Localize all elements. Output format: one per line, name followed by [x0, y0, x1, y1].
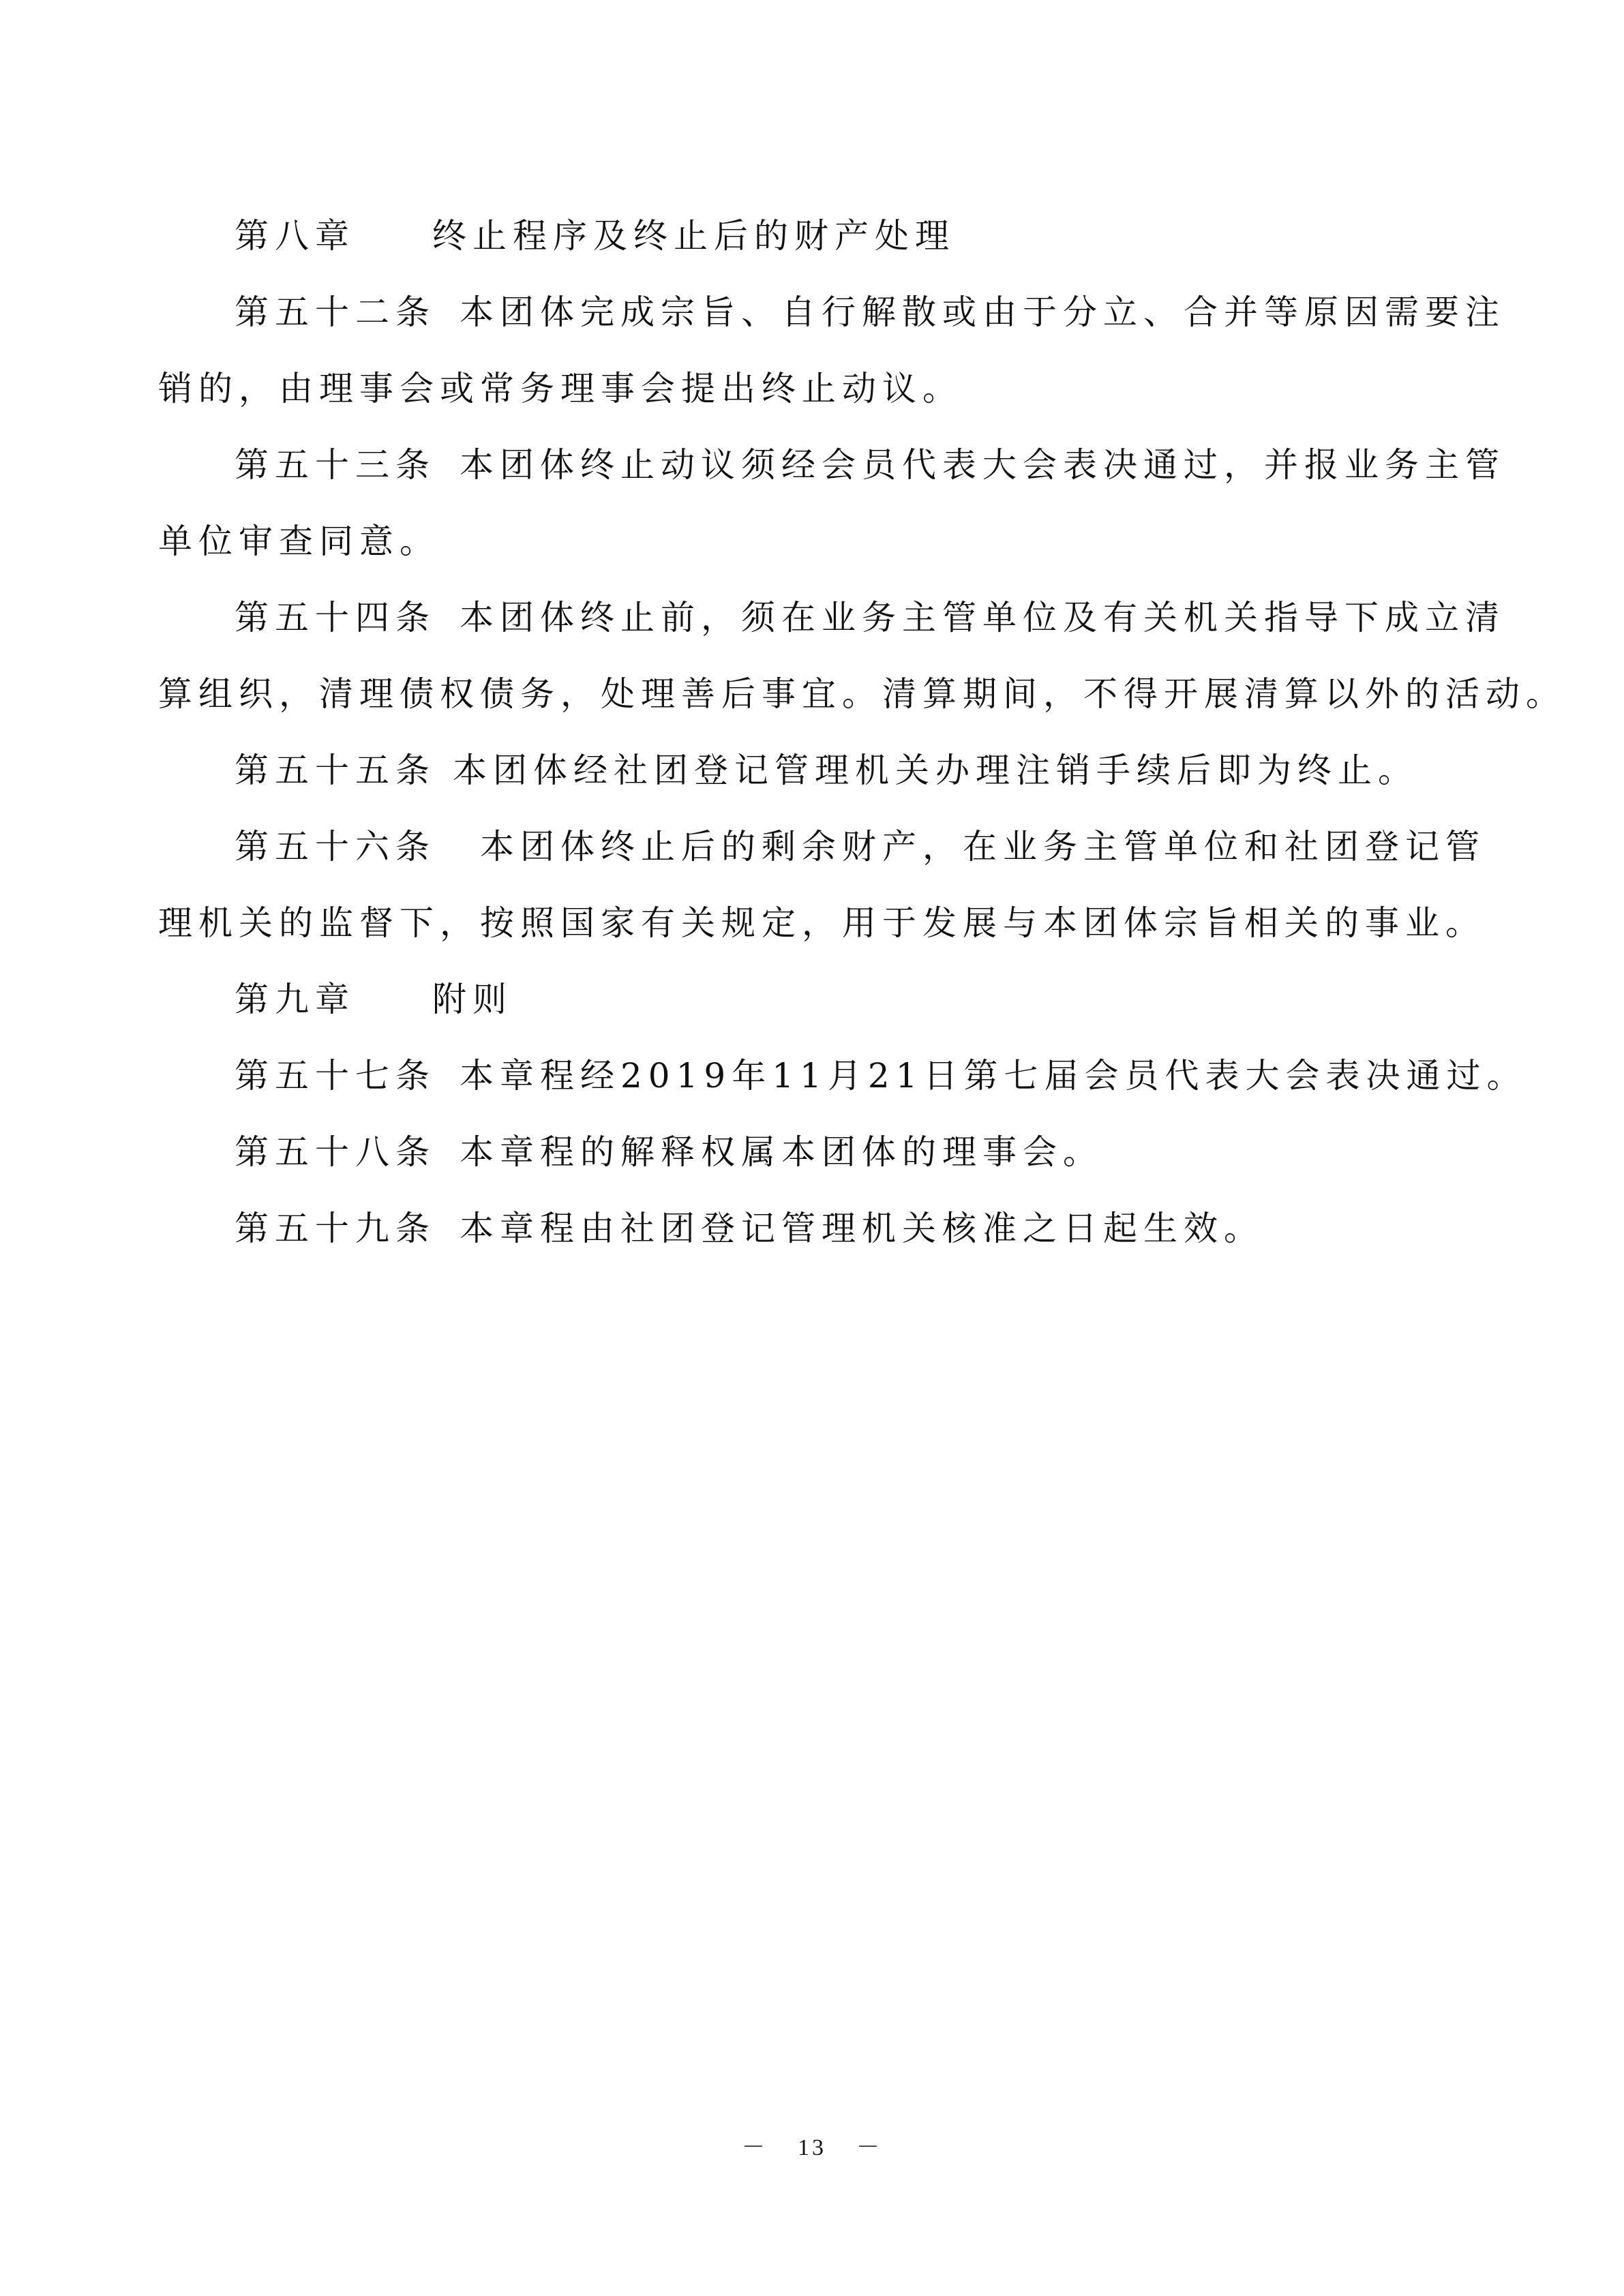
article-label: 第五十七条: [235, 1056, 436, 1096]
article-label: 第五十五条: [235, 751, 436, 790]
article-text: 本章程的解释权属本团体的理事会。: [460, 1132, 1103, 1172]
article-55-line-1: [158, 732, 1466, 809]
article-label: 第五十四条: [235, 598, 436, 637]
article-52-line-1: [158, 274, 1505, 350]
article-text: 本章程由社团登记管理机关核准之日起生效。: [460, 1209, 1264, 1248]
article-text: 本团体终止前，须在业务主管单位及有关机关指导下成立清: [460, 598, 1505, 637]
article-text: 本团体完成宗旨、自行解散或由于分立、合并等原因需要注: [460, 292, 1505, 332]
chapter-9-heading: [158, 961, 1466, 1038]
chapter-label: 第九章: [235, 980, 355, 1019]
page-number: 13: [798, 2135, 826, 2160]
article-label: 第五十九条: [235, 1209, 436, 1248]
article-label: 第五十三条: [235, 445, 436, 485]
article-57-line-1: [158, 1038, 1527, 1114]
document-body: [158, 198, 1566, 1267]
footer-dash-right: －: [856, 2135, 882, 2160]
article-58-line-1: [158, 1114, 1466, 1190]
article-54-line-2: 算组织，清理债权债务，处理善后事宜。清算期间，不得开展清算以外的活动。: [158, 674, 1566, 714]
chapter-title: 终止程序及终止后的财产处理: [432, 216, 955, 256]
article-label: 第五十八条: [235, 1132, 436, 1172]
footer-dash-left: －: [742, 2135, 768, 2160]
chapter-label: 第八章: [235, 216, 355, 256]
article-59-line-1: [158, 1190, 1466, 1267]
chapter-title: 附则: [432, 980, 513, 1019]
article-52-line-2: 销的，由理事会或常务理事会提出终止动议。: [158, 369, 963, 408]
chapter-8-heading: [158, 198, 1466, 274]
article-text: 本章程经2019年11月21日第七届会员代表大会表决通过。: [460, 1056, 1527, 1096]
article-54-line-1: [158, 579, 1505, 656]
page-footer: [0, 2128, 1624, 2162]
article-label: 第五十二条: [235, 292, 436, 332]
article-text: 本团体终止后的剩余财产，在业务主管单位和社团登记管: [480, 827, 1486, 866]
article-53-line-1: [158, 427, 1505, 503]
article-56-line-2: 理机关的监督下，按照国家有关规定，用于发展与本团体宗旨相关的事业。: [158, 903, 1486, 943]
article-label: 第五十六条: [235, 827, 436, 866]
article-text: 本团体终止动议须经会员代表大会表决通过，并报业务主管: [460, 445, 1505, 485]
article-56-line-1: [158, 809, 1486, 885]
article-53-line-2: 单位审查同意。: [158, 522, 440, 561]
article-text: 本团体经社团登记管理机关办理注销手续后即为终止。: [453, 751, 1418, 790]
